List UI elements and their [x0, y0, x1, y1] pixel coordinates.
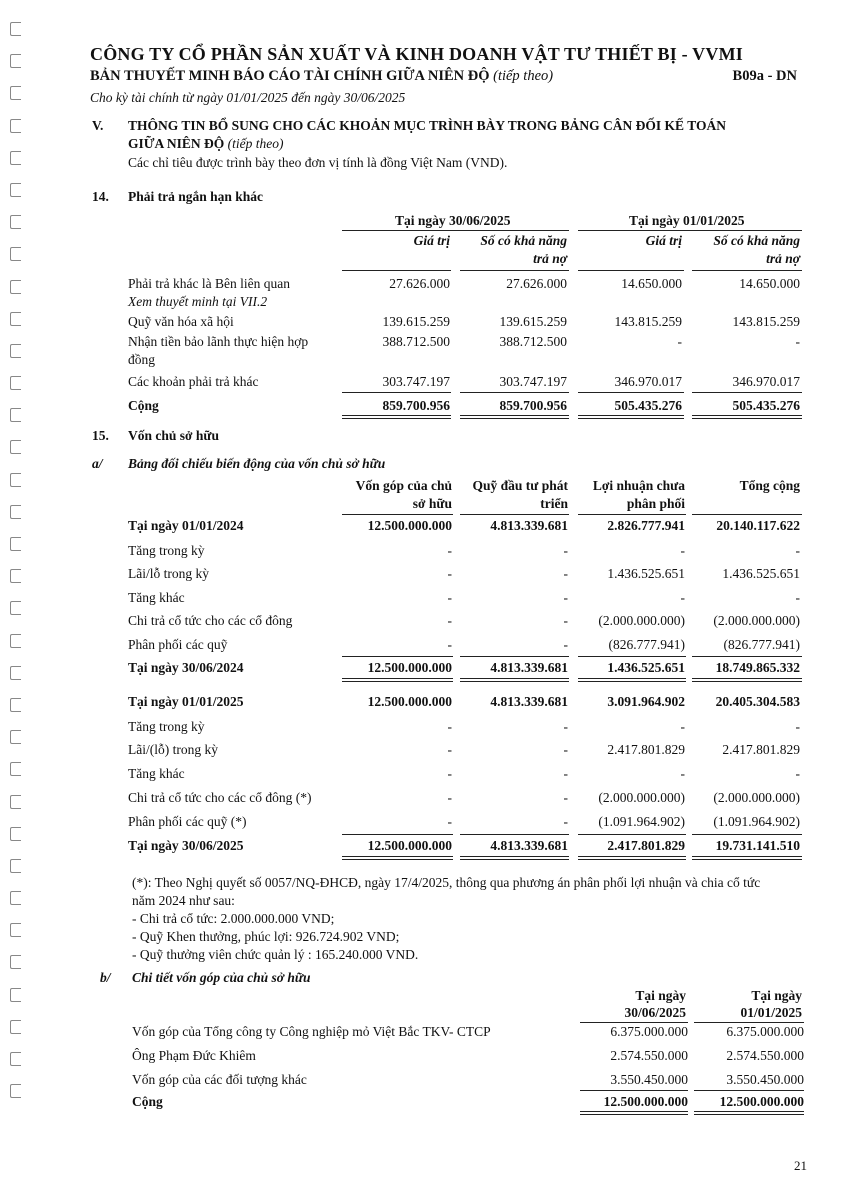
note15a-number: a/	[92, 456, 103, 471]
table-cell: 19.731.141.510	[715, 838, 800, 853]
table-cell: (2.000.000.000)	[598, 790, 685, 805]
equity-col-capital: Vốn góp của chủ	[355, 478, 452, 493]
rule-line	[578, 678, 686, 682]
table-cell: 2.574.550.000	[610, 1048, 688, 1063]
table-row-label: Phải trả khác là Bên liên quan	[128, 276, 290, 291]
note15-number: 15.	[92, 428, 109, 443]
equity-col-retained: Lợi nhuận chưa	[592, 478, 685, 493]
table-row-label: Tại ngày 30/06/2024	[128, 660, 244, 675]
note14-period-b: Tại ngày 01/01/2025	[629, 213, 745, 228]
table-cell: -	[680, 590, 685, 605]
table-cell: 1.436.525.651	[607, 660, 685, 675]
form-code: B09a - DN	[732, 68, 797, 84]
table-row-label: Tại ngày 30/06/2025	[128, 838, 244, 853]
table-row-label: Chi trả cổ tức cho các cổ đông (*)	[128, 790, 312, 805]
binding-hole	[10, 440, 21, 454]
table-cell: 20.140.117.622	[716, 518, 800, 533]
table-cell: 139.615.259	[382, 314, 450, 329]
note14-col-value-b: Giá trị	[645, 233, 682, 248]
table-cell: (2.000.000.000)	[713, 790, 800, 805]
note15-title: Vốn chủ sở hữu	[128, 428, 219, 443]
binding-hole	[10, 54, 21, 68]
equity-col-fund-2: triển	[540, 496, 568, 511]
table-cell: 859.700.956	[499, 398, 567, 413]
table-row-label-cont: đồng	[128, 352, 155, 367]
table-cell: 3.550.450.000	[610, 1072, 688, 1087]
table-cell: -	[680, 766, 685, 781]
equity-footnote	[118, 874, 818, 964]
footnote-line: năm 2024 như sau:	[132, 893, 235, 908]
table-cell: 12.500.000.000	[367, 694, 452, 709]
table-cell: (1.091.964.902)	[598, 814, 685, 829]
table-cell: 14.650.000	[739, 276, 800, 291]
table-row-label: Tăng trong kỳ	[128, 543, 205, 558]
rule-line	[692, 834, 802, 835]
table-cell: 303.747.197	[382, 374, 450, 389]
binding-hole	[10, 183, 21, 197]
table-cell: 4.813.339.681	[490, 838, 568, 853]
table-cell: 2.417.801.829	[722, 742, 800, 757]
equity-col-retained-2: phân phối	[626, 496, 685, 511]
company-name: CÔNG TY CỔ PHẦN SẢN XUẤT VÀ KINH DOANH VẬT TƯ THIẾT BỊ - VVMI	[90, 44, 743, 64]
table-cell: -	[795, 766, 800, 781]
rule-line	[692, 856, 802, 860]
binding-hole	[10, 827, 21, 841]
table-cell: -	[447, 814, 452, 829]
table-cell: -	[447, 590, 452, 605]
footnote-line: - Chi trả cổ tức: 2.000.000.000 VND;	[132, 911, 335, 926]
page-number: 21	[794, 1158, 807, 1173]
note14-col-payable-a: Số có khả năng	[480, 233, 567, 248]
rule-line	[692, 678, 802, 682]
binding-hole	[10, 505, 21, 519]
table-cell: 505.435.276	[614, 398, 682, 413]
binding-hole	[10, 376, 21, 390]
footnote-line: - Quỹ Khen thưởng, phúc lợi: 926.724.902 VND;	[132, 929, 400, 944]
binding-hole	[10, 634, 21, 648]
table-cell: 6.375.000.000	[610, 1024, 688, 1039]
binding-hole	[10, 86, 21, 100]
rule-line	[578, 656, 686, 657]
table-cell: 139.615.259	[499, 314, 567, 329]
table-cell: -	[795, 590, 800, 605]
table-cell: 27.626.000	[506, 276, 567, 291]
table-cell: -	[563, 590, 568, 605]
contrib-col-a-2: 30/06/2025	[624, 1005, 686, 1020]
table-cell: -	[447, 566, 452, 581]
table-cell: 4.813.339.681	[490, 660, 568, 675]
binding-hole	[10, 151, 21, 165]
binding-hole	[10, 601, 21, 615]
equity-col-fund: Quỹ đầu tư phát	[472, 478, 568, 493]
section-title: THÔNG TIN BỔ SUNG CHO CÁC KHOẢN MỤC TRÌNH BÀY TRONG BẢNG CÂN ĐỐI KẾ TOÁN	[128, 118, 726, 133]
table-cell: -	[447, 637, 452, 652]
binding-hole	[10, 795, 21, 809]
contrib-total-label: Cộng	[132, 1094, 163, 1109]
binding-hole	[10, 698, 21, 712]
binding-hole	[10, 1084, 21, 1098]
binding-hole	[10, 859, 21, 873]
rule-line	[460, 678, 569, 682]
equity-col-total: Tổng cộng	[739, 478, 800, 493]
table-cell: -	[563, 814, 568, 829]
table-cell: -	[563, 790, 568, 805]
table-cell: 1.436.525.651	[607, 566, 685, 581]
binding-hole	[10, 730, 21, 744]
table-cell: -	[447, 719, 452, 734]
table-row-label: Chi trả cổ tức cho các cổ đông	[128, 613, 293, 628]
table-cell: 388.712.500	[499, 334, 567, 349]
table-cell: -	[447, 613, 452, 628]
binding-hole	[10, 280, 21, 294]
table-row-label: Nhận tiền bảo lãnh thực hiện hợp	[128, 334, 309, 349]
table-cell: (2.000.000.000)	[713, 613, 800, 628]
equity-col-capital-2: sở hữu	[412, 496, 452, 511]
table-row-sublabel: Xem thuyết minh tại VII.2	[128, 294, 268, 309]
binding-hole	[10, 891, 21, 905]
section-number: V.	[92, 118, 104, 133]
table-cell: -	[680, 543, 685, 558]
section-title-line2: GIỮA NIÊN ĐỘ (tiếp theo)	[128, 136, 284, 151]
table-cell: -	[680, 719, 685, 734]
table-cell: 12.500.000.000	[367, 838, 452, 853]
footnote-line: - Quỹ thưởng viên chức quản lý : 165.240.000 VND.	[132, 947, 419, 962]
binding-hole	[10, 955, 21, 969]
table-cell: 14.650.000	[621, 276, 682, 291]
table-cell: -	[447, 790, 452, 805]
contrib-col-b: Tại ngày	[751, 988, 802, 1003]
table-cell: -	[563, 719, 568, 734]
table-cell: (826.777.941)	[723, 637, 800, 652]
table-row-label: Phân phối các quỹ (*)	[128, 814, 247, 829]
rule-line	[578, 834, 686, 835]
table-row-label: Các khoản phải trả khác	[128, 374, 259, 389]
note14-total-label: Cộng	[128, 398, 159, 413]
table-cell: 2.574.550.000	[726, 1048, 804, 1063]
table-cell: 3.091.964.902	[607, 694, 685, 709]
binding-hole	[10, 215, 21, 229]
table-cell: 12.500.000.000	[367, 518, 452, 533]
rule-line	[460, 856, 569, 860]
unit-note: Các chỉ tiêu được trình bày theo đơn vị tính là đồng Việt Nam (VND).	[128, 155, 508, 170]
rule-line	[342, 656, 453, 657]
note14-number: 14.	[92, 189, 109, 204]
binding-hole	[10, 344, 21, 358]
table-cell: -	[563, 613, 568, 628]
binding-holes	[10, 22, 28, 1116]
note15b-number: b/	[100, 970, 111, 985]
rule-line	[342, 834, 453, 835]
note15b-title: Chi tiết vốn góp của chủ sở hữu	[132, 970, 311, 985]
table-cell: 12.500.000.000	[719, 1094, 804, 1109]
table-row-label: Ông Phạm Đức Khiêm	[132, 1048, 256, 1063]
table-cell: 143.815.259	[614, 314, 682, 329]
table-cell: -	[795, 543, 800, 558]
table-cell: 12.500.000.000	[603, 1094, 688, 1109]
table-row-label: Tăng trong kỳ	[128, 719, 205, 734]
note14-col-payable-b: Số có khả năng	[713, 233, 800, 248]
note14-col-payable-a2: trả nợ	[533, 251, 567, 266]
table-cell: 18.749.865.332	[715, 660, 800, 675]
table-row-label: Tại ngày 01/01/2024	[128, 518, 244, 533]
table-cell: (2.000.000.000)	[598, 613, 685, 628]
table-cell: -	[447, 742, 452, 757]
table-cell: -	[563, 543, 568, 558]
table-cell: -	[447, 766, 452, 781]
table-cell: 2.826.777.941	[607, 518, 685, 533]
table-cell: -	[563, 766, 568, 781]
table-cell: 346.970.017	[732, 374, 800, 389]
rule-line	[460, 656, 569, 657]
note15a-title: Bảng đối chiếu biến động của vốn chủ sở hữu	[128, 456, 386, 471]
table-cell: (1.091.964.902)	[713, 814, 800, 829]
binding-hole	[10, 408, 21, 422]
binding-hole	[10, 762, 21, 776]
rule-line	[342, 678, 453, 682]
table-cell: 1.436.525.651	[722, 566, 800, 581]
note14-col-payable-b2: trả nợ	[766, 251, 800, 266]
contrib-col-a: Tại ngày	[635, 988, 686, 1003]
rule-line	[578, 856, 686, 860]
binding-hole	[10, 569, 21, 583]
contrib-col-b-2: 01/01/2025	[740, 1005, 802, 1020]
table-cell: -	[447, 543, 452, 558]
table-cell: 505.435.276	[732, 398, 800, 413]
table-cell: 20.405.304.583	[715, 694, 800, 709]
table-cell: -	[795, 719, 800, 734]
binding-hole	[10, 1020, 21, 1034]
binding-hole	[10, 923, 21, 937]
table-cell: -	[563, 742, 568, 757]
table-cell: 4.813.339.681	[490, 694, 568, 709]
table-cell: 388.712.500	[382, 334, 450, 349]
table-cell: 2.417.801.829	[607, 742, 685, 757]
table-row-label: Tăng khác	[128, 590, 185, 605]
table-cell: 859.700.956	[382, 398, 450, 413]
rule-line	[342, 856, 453, 860]
binding-hole	[10, 247, 21, 261]
binding-hole	[10, 312, 21, 326]
table-row-label: Tại ngày 01/01/2025	[128, 694, 244, 709]
table-cell: 3.550.450.000	[726, 1072, 804, 1087]
binding-hole	[10, 119, 21, 133]
table-row-label: Quỹ văn hóa xã hội	[128, 314, 234, 329]
table-row-label: Vốn góp của Tổng công ty Công nghiệp mỏ Việt Bắc TKV- CTCP	[132, 1024, 491, 1039]
rule-line	[460, 834, 569, 835]
report-title: BẢN THUYẾT MINH BÁO CÁO TÀI CHÍNH GIỮA NIÊN ĐỘ (tiếp theo)	[90, 68, 554, 84]
report-period: Cho kỳ tài chính từ ngày 01/01/2025 đến ngày 30/06/2025	[90, 90, 406, 105]
binding-hole	[10, 473, 21, 487]
table-cell: 4.813.339.681	[490, 518, 568, 533]
binding-hole	[10, 22, 21, 36]
note14-period-a: Tại ngày 30/06/2025	[395, 213, 511, 228]
table-row-label: Tăng khác	[128, 766, 185, 781]
table-cell: 27.626.000	[389, 276, 450, 291]
binding-hole	[10, 666, 21, 680]
table-cell: 12.500.000.000	[367, 660, 452, 675]
table-row-label: Vốn góp của các đối tượng khác	[132, 1072, 307, 1087]
table-cell: -	[563, 566, 568, 581]
table-row-label: Lãi/lỗ trong kỳ	[128, 566, 209, 581]
table-row-label: Lãi/(lỗ) trong kỳ	[128, 742, 218, 757]
table-cell: 2.417.801.829	[607, 838, 685, 853]
table-cell: -	[677, 334, 682, 349]
rule-line	[692, 656, 802, 657]
table-cell: (826.777.941)	[608, 637, 685, 652]
table-cell: 346.970.017	[614, 374, 682, 389]
table-row-label: Phân phối các quỹ	[128, 637, 228, 652]
note14-title: Phải trả ngắn hạn khác	[128, 189, 264, 204]
table-cell: -	[795, 334, 800, 349]
binding-hole	[10, 537, 21, 551]
table-cell: 143.815.259	[732, 314, 800, 329]
footnote-line: (*): Theo Nghị quyết số 0057/NQ-ĐHCĐ, ngày 17/4/2025, thông qua phương án phân phối lợi nhuận và chia cổ tức	[132, 875, 761, 890]
binding-hole	[10, 1052, 21, 1066]
table-cell: 303.747.197	[499, 374, 567, 389]
table-cell: 6.375.000.000	[726, 1024, 804, 1039]
table-cell: -	[563, 637, 568, 652]
note14-col-value-a: Giá trị	[413, 233, 450, 248]
binding-hole	[10, 988, 21, 1002]
